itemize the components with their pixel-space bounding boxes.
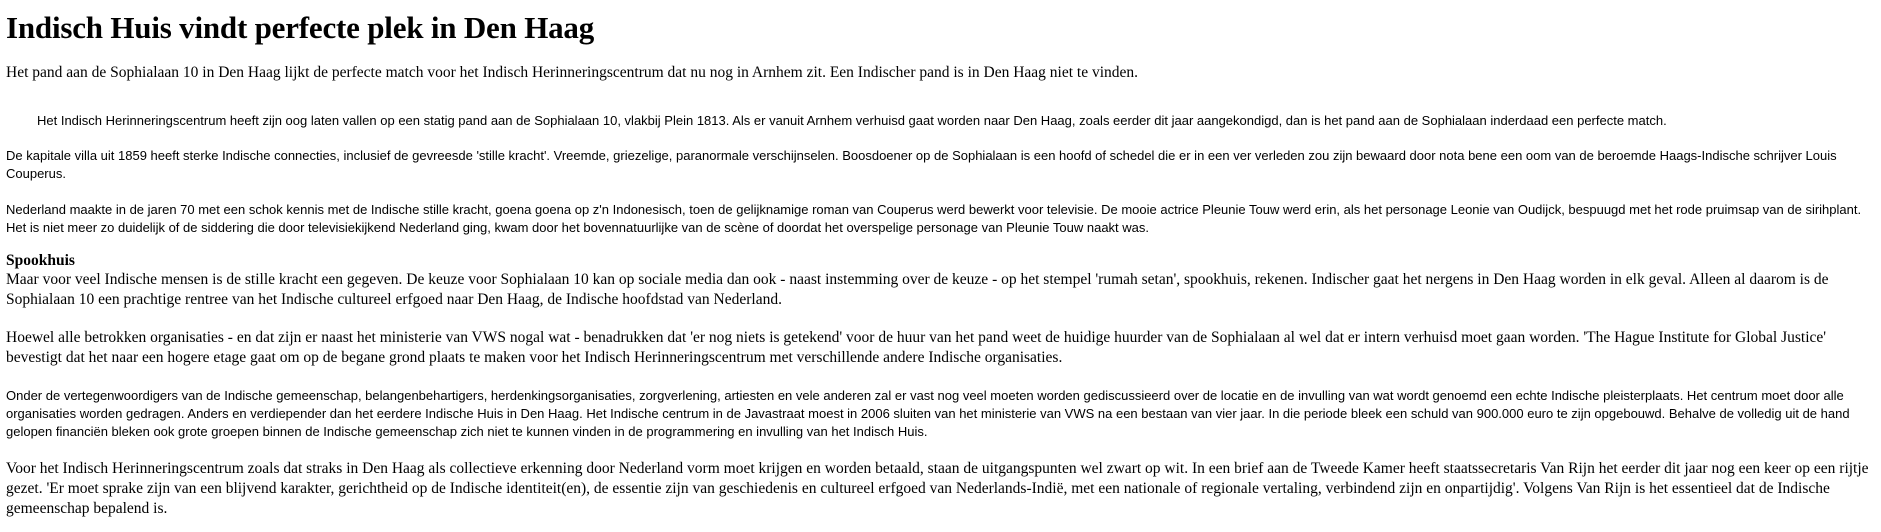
paragraph-huur: Hoewel alle betrokken organisaties - en dat zijn er naast het ministerie van VWS nogal wat - benadrukken dat 'er nog niets is getekend' voor de huur van het pand weet de huidige huurder van de Sophialaan al wel dat er intern verhuisd moet gaan worden. 'The Hague Institute for Global Justice' bevestigt dat het naar een hogere etage gaat om op de begane grond plaats te maken voor het Indisch Herinneringscentrum met verschillende andere Indische organisaties. [6,329,1827,366]
paragraph-villa: De kapitale villa uit 1859 heeft sterke Indische connecties, inclusief de gevreesde 'stille kracht'. Vreemde, griezelige, paranormale verschijnselen. Boosdoener op de Sophialaan is een hoofd of schedel die er in een ver verleden zou zijn bewaard door nota bene een oom van de beroemde Haags-Indische schrijver Louis Couperus. [6,148,1837,181]
paragraph-gemeenschap: Onder de vertegenwoordigers van de Indische gemeenschap, belangenbehartigers, herdenkingsorganisaties, zorgverlening, artiesten en vele anderen zal er vast nog veel moeten worden gediscussieerd over de locatie en de invulling van wat wordt genoemd een echte Indische pleisterplaats. Het centrum moet door alle organisaties worden gedragen. Anders en verdiepender dan het eerdere Indische Huis in Den Haag. Het Indische centrum in de Javastraat moest in 2006 sluiten van het ministerie van VWS na een bestaan van vier jaar. In die periode bleek een schuld van 900.000 euro te zijn opgebouwd. Behalve de volledig uit de hand gelopen financiën bleken ook grote groepen binnen de Indische gemeenschap zich niet te kunnen vinden in de programmering en invulling van het Indisch Huis. [6,388,1850,439]
paragraph-herinneringscentrum: Het Indisch Herinneringscentrum heeft zijn oog laten vallen op een statig pand aan de Sophialaan 10, vlakbij Plein 1813. Als er vanuit Arnhem verhuisd gaat worden naar Den Haag, zoals eerder dit jaar aangekondigd, dan is het pand aan de Sophialaan inderdaad een perfecte match. [37,113,1667,128]
paragraph-spookhuis: Maar voor veel Indische mensen is de stille kracht een gegeven. De keuze voor Sophialaan 10 kan op sociale media dan ook - naast instemming over de keuze - op het stempel 'rumah setan', spookhuis, rekenen. Indischer gaat het nergens in Den Haag worden in elk geval. Alleen al daarom is de Sophialaan 10 een prachtige rentree van het Indische cultureel erfgoed naar Den Haag, de Indische hoofdstad van Nederland. [6,271,1829,308]
article [6,0,1874,519]
article-lead: Het pand aan de Sophialaan 10 in Den Haag lijkt de perfecte match voor het Indisch Herinneringscentrum dat nu nog in Arnhem zit. Een Indischer pand is in Den Haag niet te vinden. [6,64,1139,81]
paragraph-stille-kracht: Nederland maakte in de jaren 70 met een schok kennis met de Indische stille kracht, goena goena op z'n Indonesisch, toen de gelijknamige roman van Couperus werd bewerkt voor televisie. De mooie actrice Pleunie Touw werd erin, als het personage Leonie van Oudijck, bespuugd met het rode pruimsap van de sirihplant. Het is niet meer zo duidelijk of de siddering die door televisiekijkend Nederland ging, kwam door het bovennatuurlijke van de scène of doordat het overspelige personage van Pleunie Touw naakt was. [6,202,1862,235]
article-title: Indisch Huis vindt perfecte plek in Den Haag [6,10,595,45]
paragraph-uitgangspunten: Voor het Indisch Herinneringscentrum zoals dat straks in Den Haag als collectieve erkenning door Nederland vorm moet krijgen en worden betaald, staan de uitgangspunten wel zwart op wit. In een brief aan de Tweede Kamer heeft staatssecretaris Van Rijn het eerder dit jaar nog een keer op een rijtje gezet. 'Er moet sprake zijn van een blijvend karakter, gerichtheid op de Indische identiteit(en), de essentie zijn van geschiedenis en cultureel erfgoed van Nederlands-Indië, met een nationale of regionale vertaling, verbindend zijn en onpartijdig'. Volgens Van Rijn is het essentieel dat de Indische gemeenschap bepalend is. [6,460,1869,517]
subheading-spookhuis: Spookhuis [6,252,75,269]
